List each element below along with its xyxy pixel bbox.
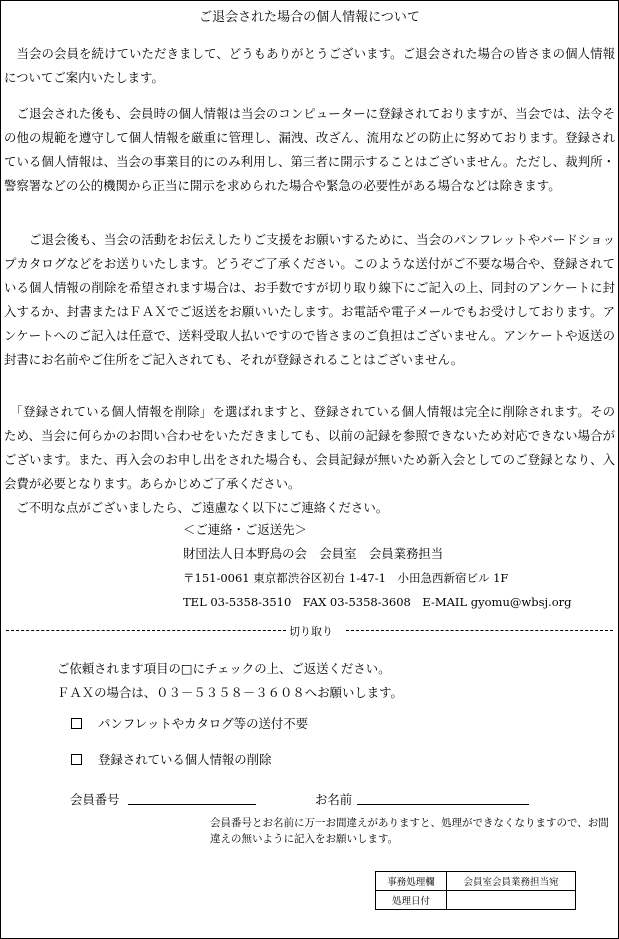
office-row-left: 処理日付 — [376, 891, 447, 910]
paragraph-inquiry: ご不明な点がございましたら、ご遠慮なく以下にご連絡ください。 — [4, 500, 389, 515]
option-delete-info[interactable] — [71, 750, 271, 768]
cut-line — [6, 623, 613, 639]
instruction-fax: ＦＡＸの場合は、０３－５３５８－３６０８へお願いします。 — [57, 685, 403, 700]
name-field[interactable] — [357, 804, 529, 805]
cut-line-left — [6, 630, 286, 631]
contact-address: 〒151-0061 東京都渋谷区初台 1-47-1 小田急西新宿ビル 1F — [183, 571, 509, 585]
cut-line-label: 切り取り — [286, 623, 336, 639]
contact-phones: TEL 03-5358-3510 FAX 03-5358-3608 E-MAIL gyomu@wbsj.org — [183, 595, 572, 609]
cut-line-right — [346, 630, 613, 631]
office-header-right: 会員室会員業務担当宛 — [447, 872, 576, 891]
paragraph-deletion: 「登録されている個人情報を削除」を選ばれますと、登録されている個人情報は完全に削除されます。そのため、当会に何らかのお問い合わせをいただきましても、以前の記録を参照できないため対応できない場合がございます。また、再入会のお申し出をされた場合も、会員記録が無いため新入会としてのご登録となり、入会費が必要となります。あらかじめご了承ください。 — [4, 404, 615, 491]
option-delete-info-checkbox[interactable] — [71, 754, 82, 765]
paragraph-privacy: ご退会された後も、会員時の個人情報は当会のコンピューターに登録されておりますが、当会では、法令その他の規範を遵守して個人情報を厳重に管理し、漏洩、改ざん、流用などの防止に努めております。登録されている個人情報は、当会の事業目的にのみ利用し、第三者に開示することはございません。ただし、裁判所・警察署などの公的機関から正当に開示を求められた場合や緊急の必要性がある場合などは除きます。 — [4, 106, 615, 193]
document-title: ご退会された場合の個人情報について — [199, 10, 420, 25]
paragraph-mailing: ご退会後も、当会の活動をお伝えしたりご支援をお願いするために、当会のパンフレットやバードショップカタログなどをお送りいたします。どうぞご了承ください。このような送付がご不要な場合や、登録されている個人情報の削除を希望されます場合は、お手数ですが切り取り線下にご記入の上、同封のアンケートに封入するか、封書またはＦＡＸでご返送をお願いいたします。お電話や電子メールでもお受けしております。アンケートへのご記入は任意で、送料受取人払いですので皆さまのご負担はございません。アンケートや返送の封書にお名前やご住所をご記入されても、それが登録されることはございません。 — [4, 232, 615, 367]
contact-heading: ＜ご連絡・ご返送先＞ — [183, 522, 307, 537]
option-no-mailing-checkbox[interactable] — [71, 718, 82, 729]
member-number-field[interactable] — [128, 804, 256, 805]
contact-org: 財団法人日本野鳥の会 会員室 会員業務担当 — [183, 546, 444, 561]
member-number-label: 会員番号 — [70, 792, 120, 807]
paragraph-intro: 当会の会員を続けていただきまして、どうもありがとうございます。ご退会された場合の皆さまの個人情報についてご案内いたします。 — [4, 46, 615, 85]
option-delete-info-label: 登録されている個人情報の削除 — [98, 752, 272, 767]
option-no-mailing-label: パンフレットやカタログ等の送付不要 — [98, 716, 309, 731]
name-label: お名前 — [315, 792, 353, 807]
office-header-left: 事務処理欄 — [376, 872, 447, 891]
option-no-mailing[interactable] — [71, 714, 308, 732]
entry-note: 会員番号とお名前に万一お間違えがありますと、処理ができなくなりますので、お間違えの無いように記入をお願いします。 — [210, 817, 609, 845]
office-use-table — [375, 871, 576, 910]
office-row-right — [447, 891, 576, 910]
instruction-check: ご依頼されます項目の□にチェックの上、ご返送ください。 — [57, 661, 391, 676]
